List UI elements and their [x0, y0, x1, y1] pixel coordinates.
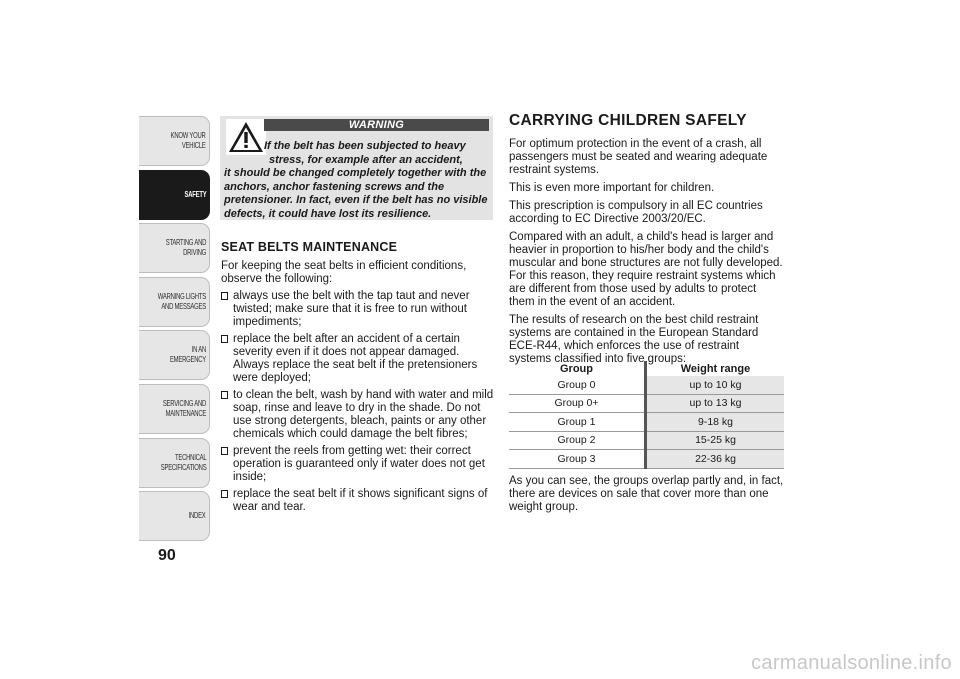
- tab-starting-and-driving[interactable]: STARTING AND DRIVING: [139, 223, 210, 273]
- paragraph: The results of research on the best child restraint systems are contained in the European Standard ECE-R44, which enforces the use of restraint systems classified into five groups:: [509, 314, 759, 365]
- group-cell: Group 3: [509, 450, 646, 469]
- page-number: 90: [158, 547, 176, 564]
- paragraph: This is even more important for children.: [509, 182, 715, 194]
- weight-groups-table: [509, 361, 784, 469]
- column-header-weight: Weight range: [680, 362, 751, 375]
- warning-title: WARNING: [264, 119, 489, 131]
- paragraph: Compared with an adult, a child's head is larger and heavier in proportion to his/her body and the child's muscular and bone structures are not fully developed. For this reason, they require restraint systems which are different from those used by adults to protect them in the event of an accident.: [509, 231, 783, 308]
- maintenance-intro: For keeping the seat belts in efficient conditions, observe the following:: [221, 260, 467, 285]
- warning-box: [220, 116, 493, 220]
- paragraph: This prescription is compulsory in all EC countries according to EC Directive 2003/20/EC.: [509, 200, 763, 225]
- list-item: prevent the reels from getting wet: their correct operation is guaranteed only if water does not get inside;: [221, 445, 496, 484]
- maintenance-heading: SEAT BELTS MAINTENANCE: [221, 240, 398, 254]
- table-row: [509, 413, 784, 432]
- weight-cell: 15-25 kg: [646, 431, 785, 450]
- group-cell: Group 2: [509, 431, 646, 450]
- tab-in-an-emergency[interactable]: IN AN EMERGENCY: [139, 330, 210, 380]
- chapter-tabs: [139, 116, 210, 545]
- checkbox-bullet-icon: [221, 391, 228, 399]
- checkbox-bullet-icon: [221, 447, 228, 455]
- tab-warning-lights[interactable]: WARNING LIGHTS AND MESSAGES: [139, 277, 210, 327]
- weight-cell: up to 13 kg: [646, 394, 785, 413]
- weight-cell: up to 10 kg: [646, 376, 785, 394]
- maintenance-list: [221, 290, 496, 518]
- list-item: replace the belt after an accident of a certain severity even if it does not appear damaged. Always replace the seat belt if the pretensioners were deployed;: [221, 333, 496, 385]
- table-row: [509, 450, 784, 469]
- weight-cell: 9-18 kg: [646, 413, 785, 432]
- checkbox-bullet-icon: [221, 335, 228, 343]
- table-row: [509, 376, 784, 394]
- children-outro: As you can see, the groups overlap partly and, in fact, there are devices on sale that cover more than one weight group.: [509, 475, 784, 513]
- list-item: always use the belt with the tap taut and never twisted; make sure that it is free to run without impediments;: [221, 290, 496, 329]
- group-cell: Group 0: [509, 376, 646, 394]
- list-item: replace the seat belt if it shows significant signs of wear and tear.: [221, 488, 496, 514]
- checkbox-bullet-icon: [221, 490, 228, 498]
- tab-technical-specifications[interactable]: TECHNICAL SPECIFICATIONS: [139, 438, 210, 488]
- group-cell: Group 0+: [509, 394, 646, 413]
- children-body: [509, 138, 784, 371]
- checkbox-bullet-icon: [221, 292, 228, 300]
- children-heading: CARRYING CHILDREN SAFELY: [509, 112, 747, 129]
- weight-cell: 22-36 kg: [646, 450, 785, 469]
- list-item: to clean the belt, wash by hand with water and mild soap, rinse and leave to dry in the shade. Do not use strong detergents, bleach, paints or any other chemicals which could damage the belt fibres;: [221, 389, 496, 441]
- tab-index[interactable]: INDEX: [139, 491, 210, 541]
- table-row: [509, 394, 784, 413]
- tab-servicing[interactable]: SERVICING AND MAINTENANCE: [139, 384, 210, 434]
- warning-text: If the belt has been subjected to heavy stress, for example after an accident, it should be changed completely together with the anchors, anchor fastening screws and the pretensioner. In fact, even if the belt has no visible defects, it could have lost its resilience.: [224, 140, 488, 220]
- table-row: [509, 431, 784, 450]
- table-header-row: [509, 361, 784, 376]
- group-cell: Group 1: [509, 413, 646, 432]
- tab-safety[interactable]: SAFETY: [139, 170, 210, 220]
- tab-know-your-vehicle[interactable]: KNOW YOUR VEHICLE: [139, 116, 210, 166]
- paragraph: For optimum protection in the event of a crash, all passengers must be seated and wearing adequate restraint systems.: [509, 138, 768, 176]
- column-header-group: Group: [509, 361, 646, 376]
- watermark: carmanualsonline.info: [751, 652, 952, 674]
